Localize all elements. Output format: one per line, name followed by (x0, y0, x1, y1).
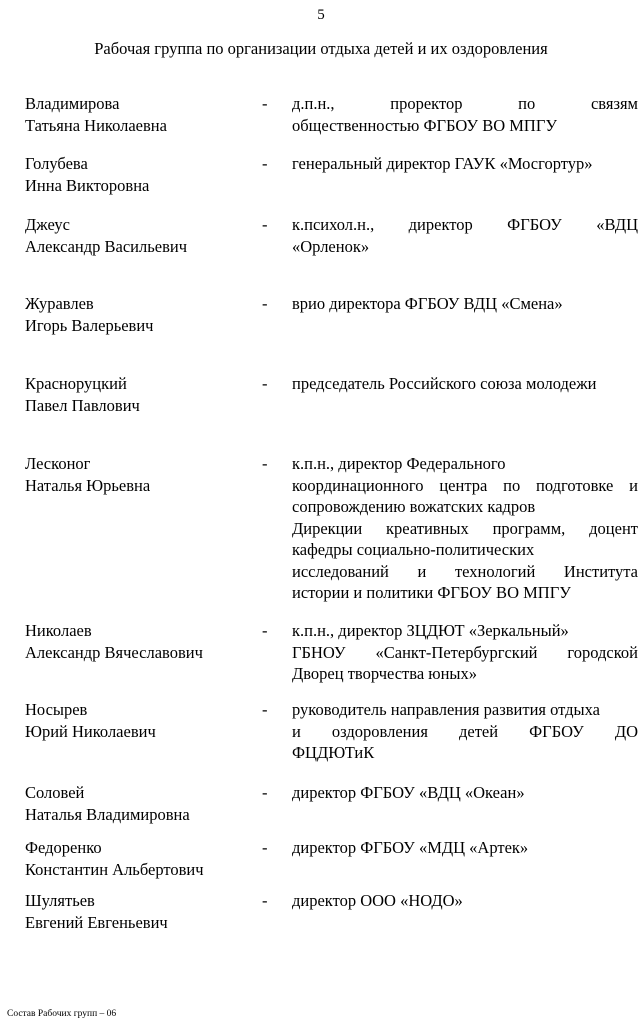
member-surname: Лесконог (25, 454, 91, 473)
member-given-names: Инна Викторовна (25, 175, 150, 195)
member-name (25, 837, 255, 880)
member-surname: Федоренко (25, 838, 102, 857)
separator-dash: - (262, 700, 268, 719)
role-line: директор ООО «НОДО» (292, 891, 463, 910)
role-line: ГБНОУ «Санкт-Петербургский городской (292, 642, 638, 662)
role-line: и оздоровления детей ФГБОУ ДО (292, 721, 638, 741)
role-line: директор ФГБОУ «МДЦ «Артек» (292, 838, 529, 857)
separator-dash: - (262, 783, 268, 802)
member-surname: Шулятьев (25, 891, 95, 910)
member-name (25, 214, 255, 257)
role-line: исследований и технологий Института (292, 561, 638, 581)
member-given-names: Татьяна Николаевна (25, 115, 167, 135)
role-line: руководитель направления развития отдыха (292, 700, 600, 719)
member-role (292, 837, 638, 859)
role-line: д.п.н., проректор по связям (292, 94, 638, 113)
role-line: «Орленок» (292, 236, 370, 256)
separator-dash: - (262, 154, 268, 173)
role-line: председатель Российского союза молодежи (292, 374, 597, 393)
member-given-names: Константин Альбертович (25, 859, 204, 879)
role-line: сопровождению вожатских кадров (292, 497, 536, 516)
member-role (292, 373, 638, 395)
member-surname: Владимирова (25, 94, 120, 113)
document-title: Рабочая группа по организации отдыха детей и их оздоровления (94, 39, 548, 58)
member-given-names: Юрий Николаевич (25, 721, 156, 741)
separator-dash: - (262, 294, 268, 313)
role-line: врио директора ФГБОУ ВДЦ «Смена» (292, 294, 563, 313)
member-given-names: Александр Вячеславович (25, 642, 203, 662)
member-name (25, 293, 255, 336)
member-role (292, 153, 638, 175)
member-name (25, 93, 255, 136)
separator-dash: - (262, 891, 268, 910)
member-given-names: Евгений Евгеньевич (25, 912, 168, 932)
role-line: Дирекции креативных программ, доцент (292, 518, 638, 538)
role-line: Дворец творчества юных» (292, 664, 478, 683)
member-role (292, 93, 638, 136)
role-line: кафедры социально-политических (292, 540, 535, 559)
role-line: к.п.н., директор ЗЦДЮТ «Зеркальный» (292, 621, 569, 640)
member-surname: Журавлев (25, 294, 94, 313)
role-line: директор ФГБОУ «ВДЦ «Океан» (292, 783, 525, 802)
member-name (25, 453, 255, 496)
member-surname: Красноруцкий (25, 374, 127, 393)
member-given-names: Павел Павлович (25, 395, 140, 415)
member-surname: Николаев (25, 621, 92, 640)
role-line: ФЦДЮТиК (292, 743, 375, 762)
member-role (292, 293, 638, 315)
role-line: истории и политики ФГБОУ ВО МПГУ (292, 583, 571, 602)
separator-dash: - (262, 374, 268, 393)
member-given-names: Наталья Владимировна (25, 804, 190, 824)
member-given-names: Игорь Валерьевич (25, 315, 154, 335)
separator-dash: - (262, 215, 268, 234)
member-name (25, 620, 255, 663)
member-surname: Носырев (25, 700, 88, 719)
member-surname: Соловей (25, 783, 85, 802)
member-surname: Голубева (25, 154, 88, 173)
member-role (292, 782, 638, 804)
member-surname: Джеус (25, 215, 70, 234)
role-line: координационного центра по подготовке и (292, 475, 638, 495)
role-line: генеральный директор ГАУК «Мосгортур» (292, 154, 593, 173)
member-role (292, 620, 638, 685)
member-name (25, 153, 255, 196)
member-role (292, 699, 638, 764)
role-line: общественностью ФГБОУ ВО МПГУ (292, 115, 558, 135)
page-number: 5 (317, 7, 325, 23)
member-name (25, 373, 255, 416)
member-role (292, 214, 638, 257)
role-line: к.п.н., директор Федерального (292, 454, 506, 473)
page-footer: Состав Рабочих групп – 06 (7, 1009, 117, 1019)
member-name (25, 699, 255, 742)
member-given-names: Александр Васильевич (25, 236, 188, 256)
member-name (25, 782, 255, 825)
separator-dash: - (262, 94, 268, 113)
member-role (292, 890, 638, 912)
member-role (292, 453, 638, 604)
role-line: к.психол.н., директор ФГБОУ «ВДЦ (292, 215, 638, 234)
separator-dash: - (262, 454, 268, 473)
member-name (25, 890, 255, 933)
separator-dash: - (262, 838, 268, 857)
member-given-names: Наталья Юрьевна (25, 475, 151, 495)
separator-dash: - (262, 621, 268, 640)
